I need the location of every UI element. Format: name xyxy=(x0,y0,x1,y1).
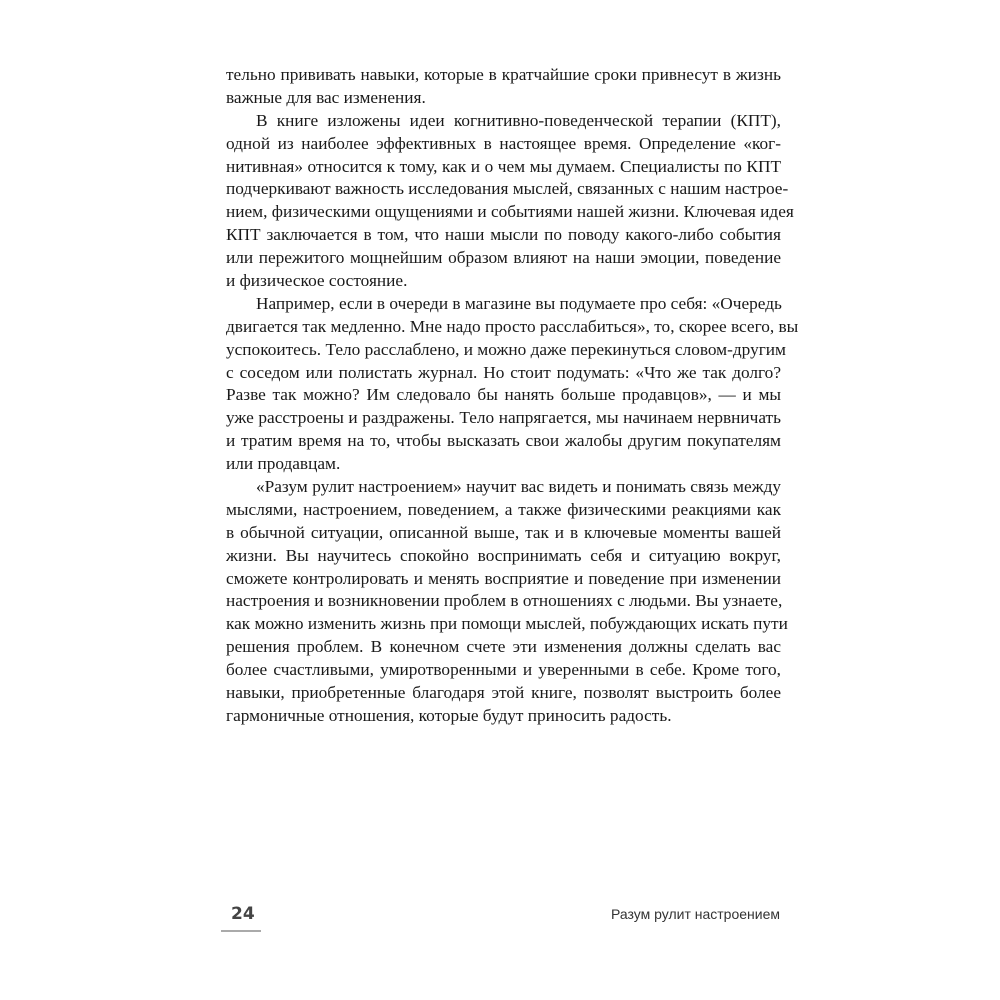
text-line: КПТ заключается в том, что наши мысли по поводу какого-либо события xyxy=(226,225,781,245)
text-line: гармоничные отношения, которые будут приносить радость. xyxy=(226,705,672,725)
text-line: с соседом или полистать журнал. Но стоит подумать: «Что же так долго? xyxy=(226,362,781,382)
text-line: в обычной ситуации, описанной выше, так и в ключевые моменты вашей xyxy=(226,522,781,542)
text-line: важные для вас изменения. xyxy=(226,87,426,107)
text-line: нием, физическими ощущениями и событиями нашей жизни. Ключевая идея xyxy=(226,202,794,222)
text-line: и физическое состояние. xyxy=(226,271,408,291)
text-line: сможете контролировать и менять восприятие и поведение при изменении xyxy=(226,568,781,588)
text-line: подчеркивают важность исследования мыслей, связанных с нашим настрое- xyxy=(226,179,789,199)
text-line: двигается так медленно. Мне надо просто расслабиться», то, скорее всего, вы xyxy=(226,316,799,336)
text-line: нитивная» относится к тому, как и о чем мы думаем. Специалисты по КПТ xyxy=(226,156,781,176)
text-line: более счастливыми, умиротворенными и уверенными в себе. Кроме того, xyxy=(226,660,781,680)
text-line: Разве так можно? Им следовало бы нанять больше продавцов», — и мы xyxy=(226,385,781,405)
text-line: уже расстроены и раздражены. Тело напрягается, мы начинаем нервничать xyxy=(226,408,781,428)
text-line: мыслями, настроением, поведением, а также физическими реакциями как xyxy=(226,499,781,519)
text-line: или пережитого мощнейшим образом влияют на наши эмоции, поведение xyxy=(226,248,781,268)
paragraph xyxy=(226,476,788,728)
text-line: Например, если в очереди в магазине вы подумаете про себя: «Очередь xyxy=(256,293,782,313)
running-title: Разум рулит настроением xyxy=(611,906,780,922)
page-number: 24 xyxy=(231,904,255,924)
page-number-rule xyxy=(221,930,261,932)
text-line: или продавцам. xyxy=(226,454,341,474)
text-line: успокоитесь. Тело расслаблено, и можно даже перекинуться словом-другим xyxy=(226,339,786,359)
paragraph xyxy=(226,293,799,476)
paragraph xyxy=(226,64,781,110)
text-line: В книге изложены идеи когнитивно-поведенческой терапии (КПТ), xyxy=(256,110,781,130)
text-line: как можно изменить жизнь при помощи мыслей, побуждающих искать пути xyxy=(226,614,788,634)
body-text xyxy=(226,64,799,728)
paragraph xyxy=(226,110,794,293)
text-line: «Разум рулит настроением» научит вас видеть и понимать связь между xyxy=(256,477,781,497)
text-line: навыки, приобретенные благодаря этой книге, позволят выстроить более xyxy=(226,683,781,703)
text-line: и тратим время на то, чтобы высказать свои жалобы другим покупателям xyxy=(226,431,781,451)
text-line: настроения и возникновении проблем в отношениях с людьми. Вы узнаете, xyxy=(226,591,783,611)
text-line: жизни. Вы научитесь спокойно воспринимать себя и ситуацию вокруг, xyxy=(226,545,781,565)
text-line: одной из наиболее эффективных в настоящее время. Определение «ког- xyxy=(226,133,781,153)
text-line: тельно прививать навыки, которые в кратчайшие сроки привнесут в жизнь xyxy=(226,65,781,84)
text-line: решения проблем. В конечном счете эти изменения должны сделать вас xyxy=(226,637,781,657)
